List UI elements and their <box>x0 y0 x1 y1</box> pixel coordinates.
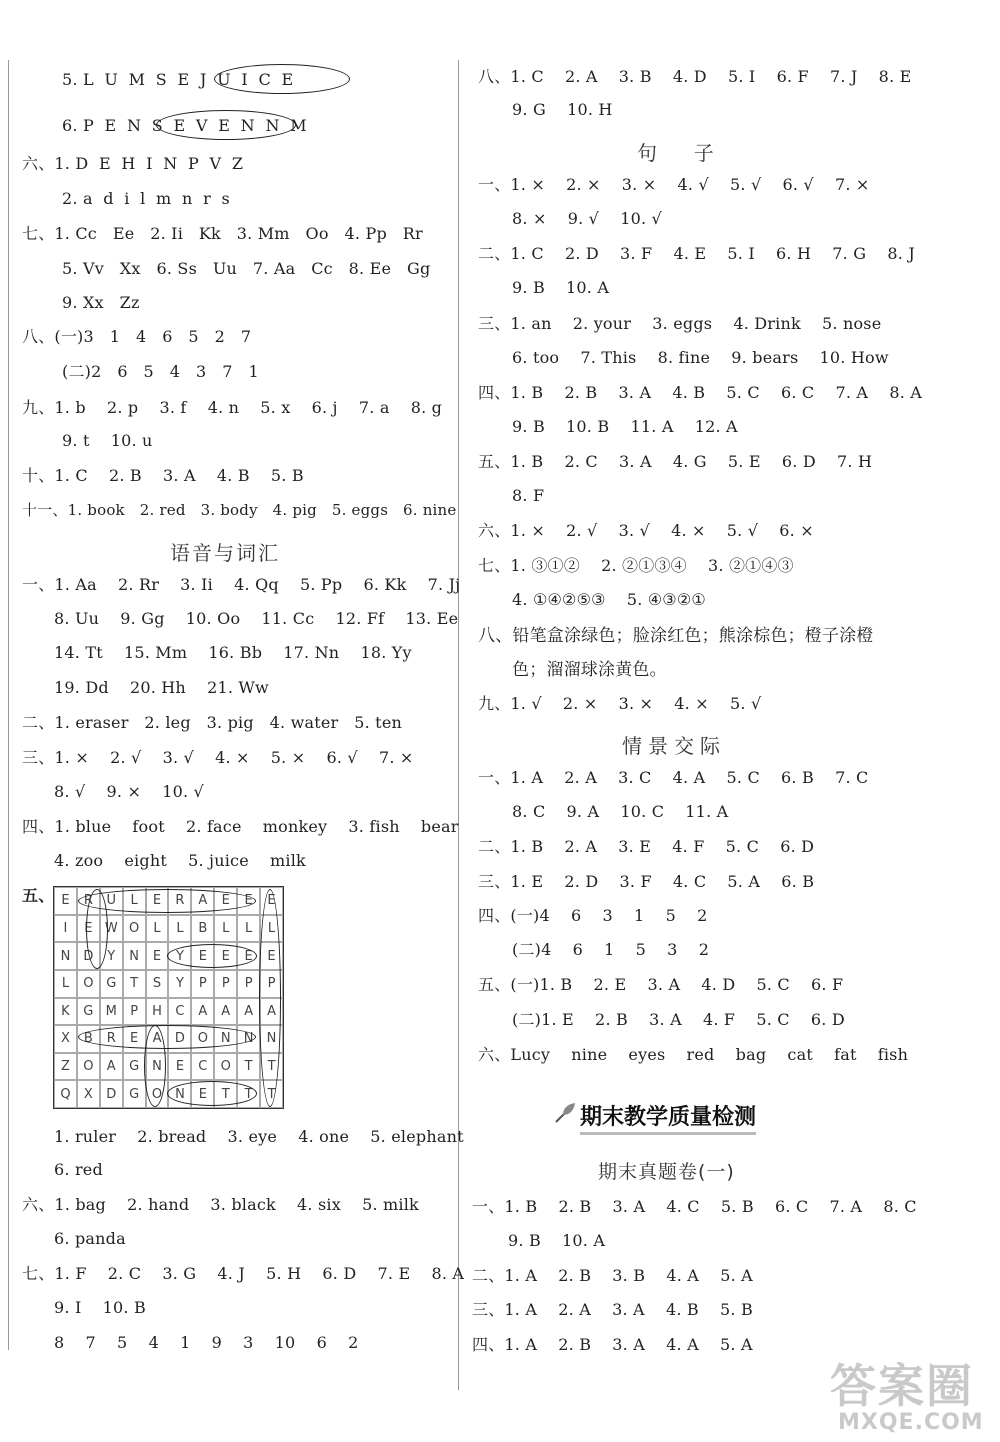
grid-cell: N <box>123 942 146 970</box>
grid-cell: P <box>123 998 146 1026</box>
grid-cell: T <box>237 1053 260 1081</box>
grid-cell: G <box>77 998 100 1026</box>
grid-cell: M <box>100 998 123 1026</box>
grid-cell: I <box>54 915 77 943</box>
section-title-exam-paper: 期末真题卷(一) <box>598 1161 735 1183</box>
answer-line: 三、1. an 2. your 3. eggs 4. Drink 5. nose <box>478 314 882 333</box>
answer-line: 九、1. b 2. p 3. f 4. n 5. x 6. j 7. a 8. g <box>22 398 443 417</box>
section-title-final-exam: 期末教学质量检测 <box>580 1100 756 1135</box>
answer-line: (二)1. E 2. B 3. A 4. F 5. C 6. D <box>512 1010 845 1029</box>
answer-line: 14. Tt 15. Mm 16. Bb 17. Nn 18. Yy <box>54 643 412 662</box>
grid-cell: B <box>77 1025 100 1053</box>
grid-cell: E <box>214 887 237 915</box>
grid-cell: O <box>123 915 146 943</box>
grid-cell: E <box>260 942 283 970</box>
grid-cell: A <box>260 998 283 1026</box>
watermark <box>810 1350 995 1438</box>
grid-cell: L <box>237 915 260 943</box>
grid-cell: O <box>77 970 100 998</box>
grid-cell: H <box>146 998 169 1026</box>
grid-cell: D <box>100 1080 123 1108</box>
grid-cell: N <box>260 1025 283 1053</box>
loop-red <box>86 889 108 969</box>
grid-cell: E <box>146 887 169 915</box>
grid-cell: G <box>123 1053 146 1081</box>
grid-cell: R <box>77 887 100 915</box>
grid-cell: A <box>146 1025 169 1053</box>
grid-cell: L <box>260 915 283 943</box>
grid-cell: Q <box>54 1080 77 1108</box>
grid-cell: T <box>260 1080 283 1108</box>
grid-cell: E <box>237 887 260 915</box>
grid-cell: E <box>260 887 283 915</box>
answer-line: 19. Dd 20. Hh 21. Ww <box>54 678 269 697</box>
grid-cell: E <box>168 1053 191 1081</box>
answer-line: 八、(一)3 1 4 6 5 2 7 <box>22 327 252 346</box>
leaf-pen-icon <box>553 1101 577 1125</box>
grid-cell: L <box>168 915 191 943</box>
loop-eye <box>167 944 257 968</box>
grid-cell: S <box>146 970 169 998</box>
grid-cell: E <box>214 942 237 970</box>
grid-cell: Y <box>168 942 191 970</box>
grid-cell: E <box>237 942 260 970</box>
answer-line: 5. Vv Xx 6. Ss Uu 7. Aa Cc 8. Ee Gg <box>62 259 431 278</box>
answer-line: 二、1. eraser 2. leg 3. pig 4. water 5. ten <box>22 713 402 732</box>
grid-cell: L <box>146 915 169 943</box>
answer-line: 一、1. B 2. B 3. A 4. C 5. B 6. C 7. A 8. C <box>472 1197 917 1216</box>
answer-line: 四、1. B 2. B 3. A 4. B 5. C 6. C 7. A 8. A <box>478 383 923 402</box>
answer-line: 四、1. A 2. B 3. A 4. A 5. A <box>472 1335 753 1354</box>
answer-line: 三、1. E 2. D 3. F 4. C 5. A 6. B <box>478 872 815 891</box>
grid-cell: U <box>100 887 123 915</box>
grid-cell: E <box>77 915 100 943</box>
answer-line: 六、Lucy nine eyes red bag cat fat fish <box>478 1045 909 1064</box>
grid-cell: N <box>146 1053 169 1081</box>
section-title-situation: 情景交际 <box>622 734 726 758</box>
answer-line: (二)2 6 5 4 3 7 1 <box>62 362 259 381</box>
answer-line: 6. too 7. This 8. fine 9. bears 10. How <box>512 348 889 367</box>
grid-cell: W <box>100 915 123 943</box>
grid-cell: T <box>214 1080 237 1108</box>
answer-line: 8. × 9. √ 10. √ <box>512 209 662 228</box>
answer-line: 五、(一)1. B 2. E 3. A 4. D 5. C 6. F <box>478 975 844 994</box>
loop-bread <box>78 1025 256 1049</box>
grid-cell: T <box>123 970 146 998</box>
grid-cell: C <box>168 998 191 1026</box>
loop-elephant <box>259 889 281 1107</box>
answer-line: 9. B 10. A <box>512 278 610 297</box>
grid-cell: B <box>191 915 214 943</box>
answer-line: 9. B 10. B 11. A 12. A <box>512 417 738 436</box>
grid-cell: P <box>237 970 260 998</box>
grid-cell: N <box>54 942 77 970</box>
grid-cell: P <box>260 970 283 998</box>
answer-line: 六、1. bag 2. hand 3. black 4. six 5. milk <box>22 1195 419 1214</box>
grid-cell: L <box>54 970 77 998</box>
answer-line: 二、1. C 2. D 3. F 4. E 5. I 6. H 7. G 8. J <box>478 244 915 263</box>
grid-cell: A <box>191 887 214 915</box>
answer-line: 5. L U M S E J U I C E <box>62 70 294 89</box>
grid-cell: A <box>191 998 214 1026</box>
answer-line: 9. Xx Zz <box>62 293 140 312</box>
grid-cell: P <box>191 970 214 998</box>
grid-cell: E <box>123 1025 146 1053</box>
answer-line: 一、1. × 2. × 3. × 4. √ 5. √ 6. √ 7. × <box>478 175 870 194</box>
answer-line: 六、1. × 2. √ 3. √ 4. × 5. √ 6. × <box>478 521 814 540</box>
grid-cell: P <box>214 970 237 998</box>
left-margin-rule <box>8 60 9 1350</box>
grid-cell: L <box>214 915 237 943</box>
grid-cell: Z <box>54 1053 77 1081</box>
column-divider <box>458 60 459 1390</box>
grid-cell: R <box>100 1025 123 1053</box>
grid-cell: A <box>214 998 237 1026</box>
grid-cell: T <box>237 1080 260 1108</box>
grid-cell: X <box>77 1080 100 1108</box>
grid-cell: O <box>214 1053 237 1081</box>
watermark-url: MXQE.COM <box>838 1410 984 1435</box>
grid-cell: N <box>214 1025 237 1053</box>
answer-line: 三、1. A 2. A 3. A 4. B 5. B <box>472 1300 753 1319</box>
answer-line: 二、1. B 2. A 3. E 4. F 5. C 6. D <box>478 837 815 856</box>
answer-line: 七、1. F 2. C 3. G 4. J 5. H 6. D 7. E 8. A <box>22 1264 465 1283</box>
grid-cell: E <box>146 942 169 970</box>
wordsearch-label: 五、 <box>22 886 55 905</box>
answer-line: 9. t 10. u <box>62 431 153 450</box>
grid-cell: G <box>123 1080 146 1108</box>
section-title-sentences: 句 子 <box>637 141 722 165</box>
answer-line: 2. a d i l m n r s <box>62 189 230 208</box>
answer-line: 8 7 5 4 1 9 3 10 6 2 <box>54 1333 359 1352</box>
answer-line: 9. I 10. B <box>54 1298 146 1317</box>
watermark-title: 答案圈 <box>830 1359 974 1413</box>
answer-line: 一、1. A 2. A 3. C 4. A 5. C 6. B 7. C <box>478 768 869 787</box>
answer-line: 8. C 9. A 10. C 11. A <box>512 802 729 821</box>
grid-cell: K <box>54 998 77 1026</box>
grid-cell: O <box>146 1080 169 1108</box>
grid-cell: R <box>168 887 191 915</box>
grid-cell: G <box>100 970 123 998</box>
grid-cell: E <box>54 887 77 915</box>
answer-line: 七、1. ③①② 2. ②①③④ 3. ②①④③ <box>478 556 794 575</box>
answer-line: 七、1. Cc Ee 2. Ii Kk 3. Mm Oo 4. Pp Rr <box>22 224 423 243</box>
answer-line: 9. B 10. A <box>508 1231 606 1250</box>
answer-line: 1. ruler 2. bread 3. eye 4. one 5. elephant <box>54 1127 464 1146</box>
grid-cell: T <box>260 1053 283 1081</box>
grid-cell: C <box>191 1053 214 1081</box>
answer-line: 四、1. blue foot 2. face monkey 3. fish bear <box>22 817 459 836</box>
answer-line: 8. √ 9. × 10. √ <box>54 782 204 801</box>
grid-cell: O <box>191 1025 214 1053</box>
answer-line: 二、1. A 2. B 3. B 4. A 5. A <box>472 1266 753 1285</box>
answer-line: 6. red <box>54 1160 103 1179</box>
answer-line: 色；溜溜球涂黄色。 <box>512 660 667 680</box>
answer-line: 八、1. C 2. A 3. B 4. D 5. I 6. F 7. J 8. E <box>478 67 912 86</box>
grid-cell: E <box>191 942 214 970</box>
answer-line: 八、铅笔盒涂绿色；脸涂红色；熊涂棕色；橙子涂橙 <box>478 626 874 646</box>
answer-line: 四、(一)4 6 3 1 5 2 <box>478 906 708 925</box>
answer-line: 九、1. √ 2. × 3. × 4. × 5. √ <box>478 694 762 713</box>
grid-cell: A <box>100 1053 123 1081</box>
grid-cell: O <box>77 1053 100 1081</box>
loop-one <box>167 1081 257 1106</box>
section-title-vocab: 语音与词汇 <box>170 541 280 565</box>
answer-line: 8. Uu 9. Gg 10. Oo 11. Cc 12. Ff 13. Ee <box>54 609 459 628</box>
answer-line: 6. P E N S E V E N N M <box>62 116 307 135</box>
answer-line: 六、1. D E H I N P V Z <box>22 154 244 173</box>
answer-line: 9. G 10. H <box>512 100 613 119</box>
grid-cell: D <box>168 1025 191 1053</box>
grid-cell: A <box>237 998 260 1026</box>
grid-cell: D <box>77 942 100 970</box>
answer-line: 五、1. B 2. C 3. A 4. G 5. E 6. D 7. H <box>478 452 873 471</box>
grid-cell: L <box>123 887 146 915</box>
grid-cell: Y <box>168 970 191 998</box>
answer-line: 6. panda <box>54 1229 126 1248</box>
grid-cell: Y <box>100 942 123 970</box>
answer-line: 8. F <box>512 486 545 505</box>
loop-egg <box>144 1025 166 1107</box>
answer-line: 三、1. × 2. √ 3. √ 4. × 5. × 6. √ 7. × <box>22 748 414 767</box>
answer-line: 4. zoo eight 5. juice milk <box>54 851 306 870</box>
answer-line: 十一、1. book 2. red 3. body 4. pig 5. eggs 6. nine <box>22 501 457 519</box>
answer-line: (二)4 6 1 5 3 2 <box>512 940 710 959</box>
answer-line: 一、1. Aa 2. Rr 3. Ii 4. Qq 5. Pp 6. Kk 7. Jj <box>22 575 461 594</box>
grid-cell: E <box>191 1080 214 1108</box>
grid-cell: N <box>237 1025 260 1053</box>
grid-cell: X <box>54 1025 77 1053</box>
answer-line: 4. ①④②⑤③ 5. ④③②① <box>512 590 706 609</box>
grid-cell: N <box>168 1080 191 1108</box>
answer-line: 十、1. C 2. B 3. A 4. B 5. B <box>22 466 304 485</box>
